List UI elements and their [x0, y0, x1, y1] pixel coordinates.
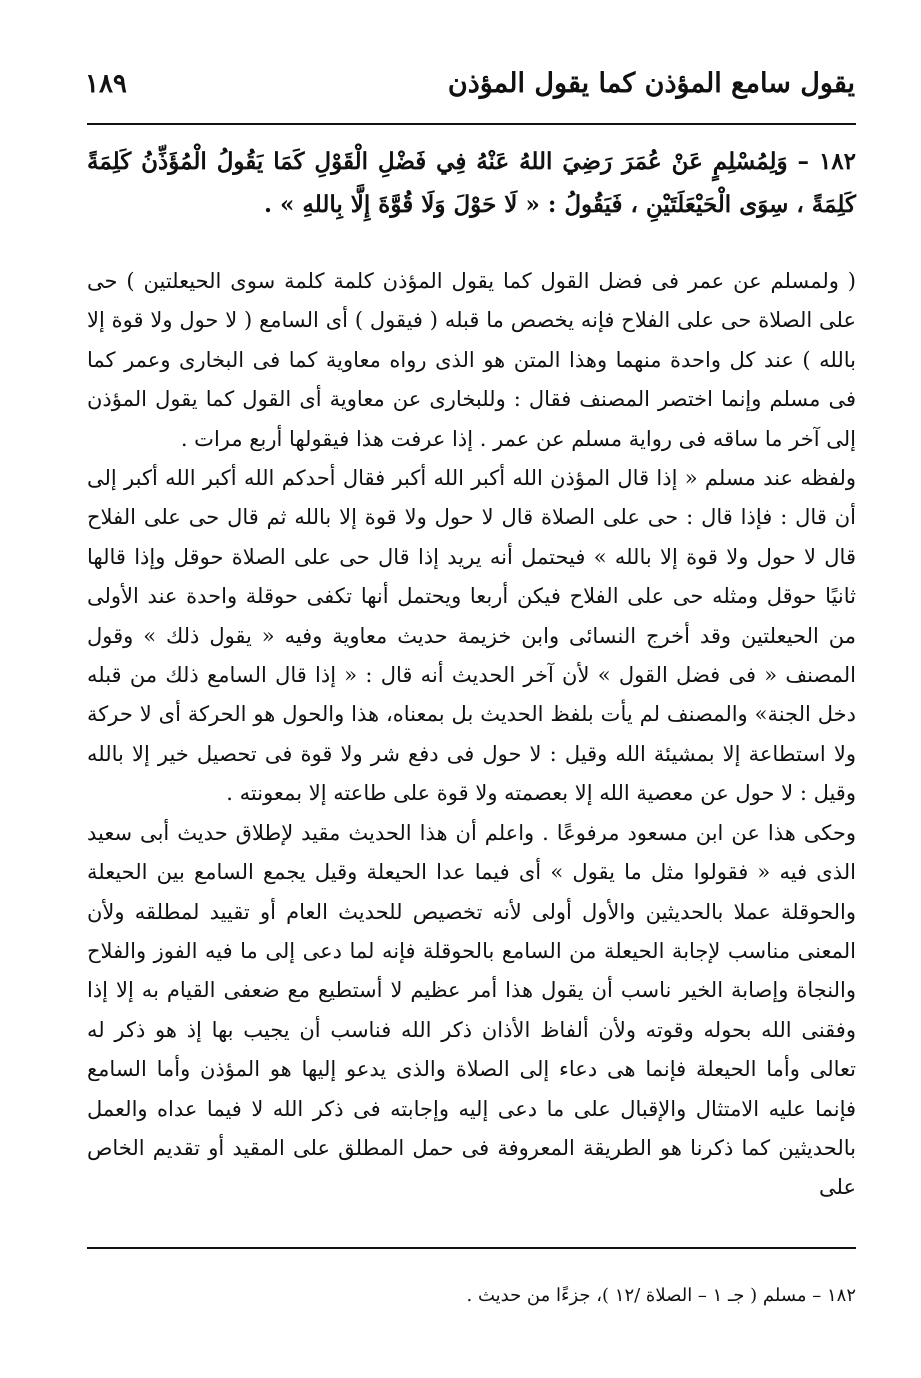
hadith-quote: لَا حَوْلَ وَلَا قُوَّةَ إِلَّا بِاللهِ — [302, 191, 518, 218]
footnote-rule — [87, 1247, 856, 1249]
header-rule — [87, 123, 856, 125]
hadith-text — [87, 140, 856, 226]
page-header — [85, 62, 855, 112]
hadith-closing: » . — [264, 191, 295, 218]
commentary-paragraph: وحكى هذا عن ابن مسعود مرفوعًا . واعلم أن هذا الحديث مقيد لإطلاق حديث أبى سعيد الذى فيه « فقولوا مثل ما يقول » أى فيما عدا الحيعلة وقيل يجمع السامع بين الحيعلة والحوقلة عملا بالحديثين والأول أولى لأنه تخصيص للحديث العام أو تقييد لمطلقه ولأن المعنى مناسب لإجابة الحيعلة من السامع بالحوقلة فإنه لما دعى إلى ما فيه الفوز والفلاح والنجاة وإصابة الخير ناسب أن يقول هذا أمر عظيم لا أستطيع مع ضعفى القيام به إلا إذا وفقنى الله بحوله وقوته ولأن ألفاظ الأذان ذكر الله فناسب أن يجيب بها إذ هو ذكر له تعالى وأما الحيعلة فإنما هى دعاء إلى الصلاة والذى يدعو إليها هو المؤذن وأما السامع فإنما عليه الامتثال والإقبال على ما دعى إليه وإجابته فى ذكر الله لا فيما عداه والعمل بالحديثين كما ذكرنا هو الطريقة المعروفة فى حمل المطلق على المقيد أو تقديم الخاص على — [87, 820, 856, 1200]
hadith-intro: ١٨٢ – وَلِمُسْلِمٍ عَنْ عُمَرَ رَضِيَ اللهُ عَنْهُ فِي فَضْلِ الْقَوْلِ كَمَا يَقُولُ الْمُؤَذِّنُ كَلِمَةً كَلِمَةً ، سِوَى الْحَيْعَلَتَيْنِ ، فَيَقُولُ : « — [87, 148, 856, 218]
running-title: يقول سامع المؤذن كما يقول المؤذن — [447, 68, 855, 99]
commentary-paragraph: ولفظه عند مسلم « إذا قال المؤذن الله أكبر الله أكبر فقال أحدكم الله أكبر الله أكبر إلى أن قال : فإذا قال : حى على الصلاة قال لا حول ولا قوة إلا بالله ثم قال حى على الفلاح قال لا حول ولا قوة إلا بالله » فيحتمل أنه يريد إذا قال حى على الصلاة حوقل وإذا قالها ثانيًا حوقل ومثله حى على الفلاح فيكن أربعا ويحتمل أنها تكفى حوقلة واحدة عند الأولى من الحيعلتين وقد أخرج النسائى وابن خزيمة حديث معاوية وفيه « يقول ذلك » وقول المصنف « فى فضل القول » لأن آخر الحديث أنه قال : « إذا قال السامع ذلك من قبله دخل الجنة» والمصنف لم يأت بلفظ الحديث بل بمعناه، هذا والحول هو الحركة أى لا حركة ولا استطاعة إلا بمشيئة الله وقيل : لا حول فى دفع شر ولا قوة فى تحصيل خير إلا بالله وقيل : لا حول عن معصية الله إلا بعصمته ولا قوة على طاعته إلا بمعونته . — [87, 466, 856, 806]
page-number: ١٨٩ — [85, 69, 127, 99]
footnote: ١٨٢ – مسلم ( جـ ١ – الصلاة /١٢ )، جزءًا من حديث . — [466, 1285, 856, 1306]
commentary-paragraph: ( ولمسلم عن عمر فى فضل القول كما يقول المؤذن كلمة كلمة سوى الحيعلتين ) حى على الصلاة حى على الفلاح فإنه يخصص ما قبله ( فيقول ) أى السامع ( لا حول ولا قوة إلا بالله ) عند كل واحدة منهما وهذا المتن هو الذى رواه معاوية كما فى البخارى وعمر كما فى مسلم وإنما اختصر المصنف فقال : وللبخارى عن معاوية أى القول كما يقول المؤذن إلى آخر ما ساقه فى رواية مسلم عن عمر . إذا عرفت هذا فيقولها أربع مرات . — [87, 269, 856, 451]
commentary — [87, 262, 856, 1208]
